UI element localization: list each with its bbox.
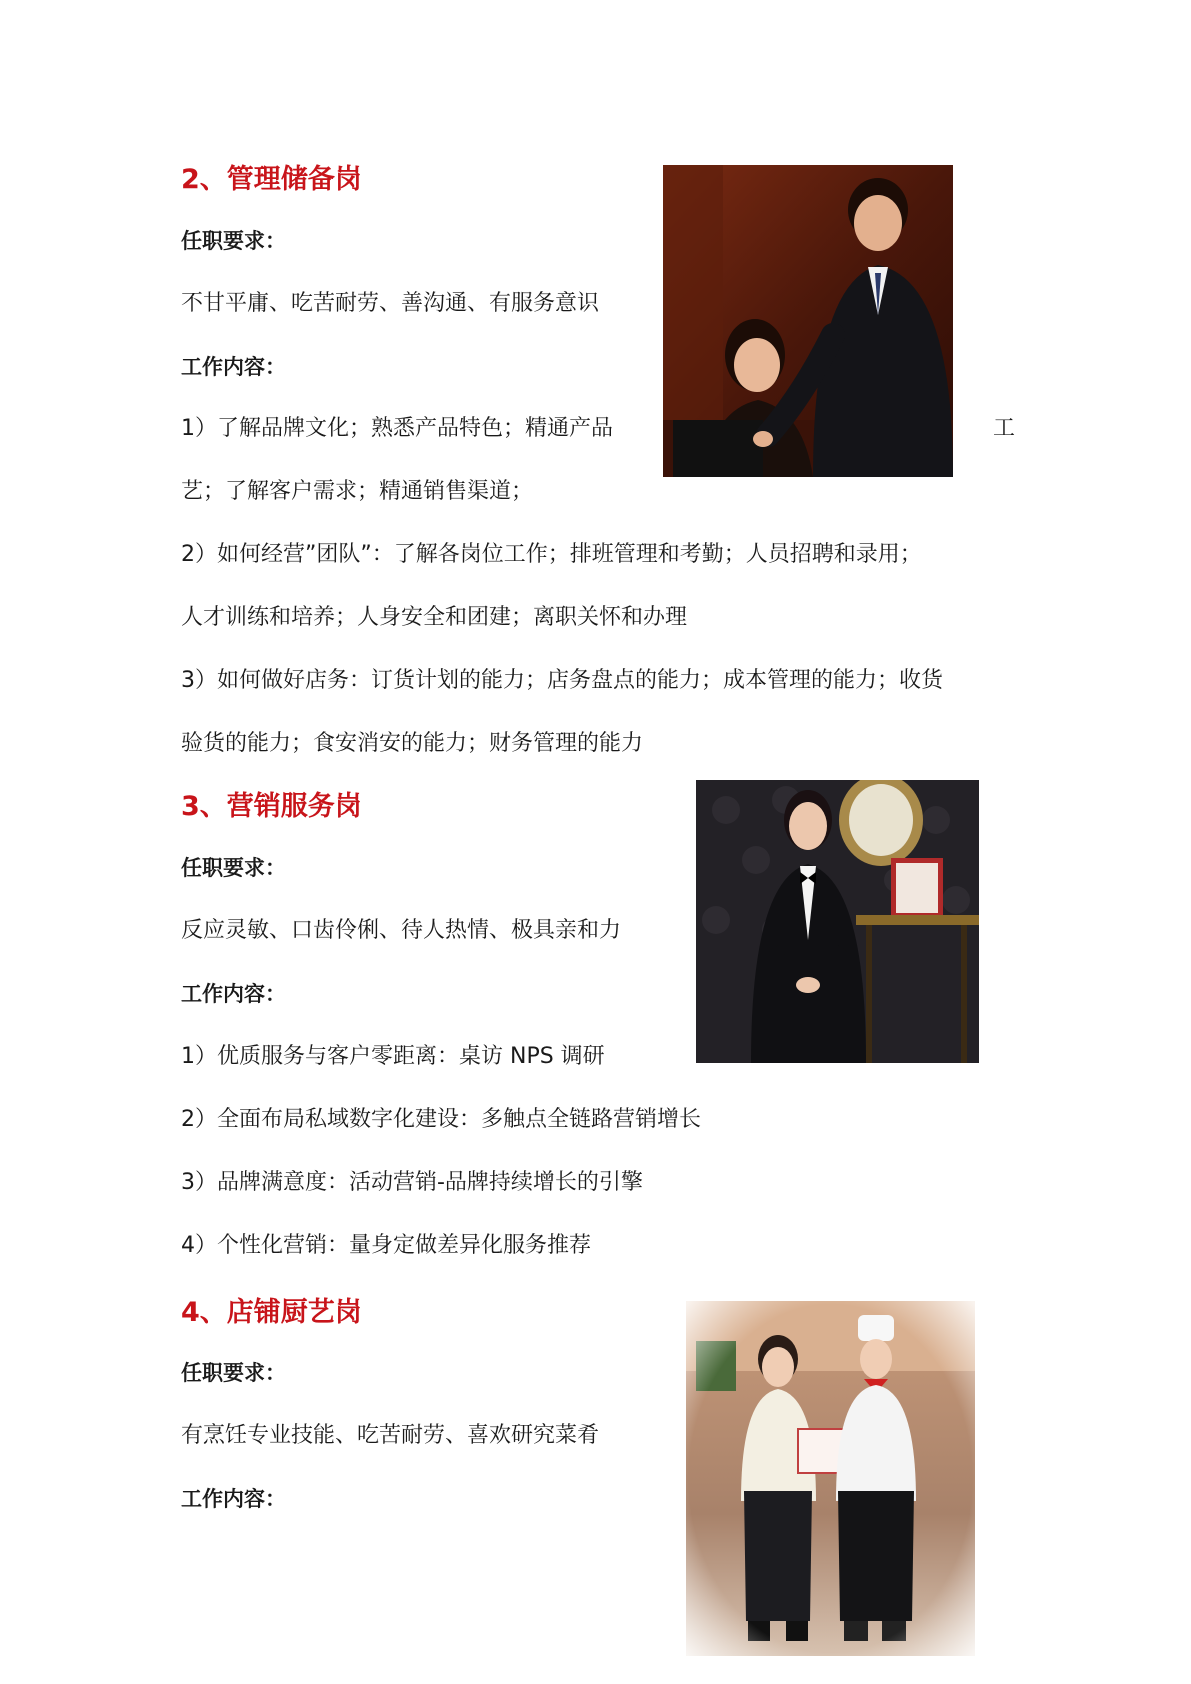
work-item-2: 2）全面布局私域数字化建设：多触点全链路营销增长 xyxy=(181,1107,701,1132)
work-content-label: 工作内容： xyxy=(181,1487,286,1511)
requirements-text: 反应灵敏、口齿伶俐、待人热情、极具亲和力 xyxy=(181,918,622,943)
requirements-text: 有烹饪专业技能、吃苦耐劳、喜欢研究菜肴 xyxy=(181,1423,600,1448)
work-item-1: 1）了解品牌文化；熟悉产品特色；精通产品 xyxy=(181,416,613,441)
work-item-4: 4）个性化营销：量身定做差异化服务推荐 xyxy=(181,1233,591,1258)
requirements-label: 任职要求： xyxy=(181,229,286,253)
work-item-1-line2: 艺；了解客户需求；精通销售渠道； xyxy=(181,479,534,504)
work-content-label: 工作内容： xyxy=(181,982,286,1006)
requirements-label: 任职要求： xyxy=(181,1361,286,1385)
work-content-label: 工作内容： xyxy=(181,355,286,379)
section-heading-management-reserve: 2、管理储备岗 xyxy=(181,164,362,195)
service-staff-photo xyxy=(696,780,979,1063)
kitchen-staff-photo xyxy=(686,1301,975,1656)
section-heading-kitchen: 4、店铺厨艺岗 xyxy=(181,1297,362,1328)
work-item-2: 2）如何经营”团队”：了解各岗位工作；排班管理和考勤；人员招聘和录用； xyxy=(181,542,922,567)
manager-training-photo xyxy=(663,165,953,477)
work-item-2-line2: 人才训练和培养；人身安全和团建；离职关怀和办理 xyxy=(181,605,688,630)
requirements-label: 任职要求： xyxy=(181,856,286,880)
section-heading-marketing-service: 3、营销服务岗 xyxy=(181,791,362,822)
work-item-3-line2: 验货的能力；食安消安的能力；财务管理的能力 xyxy=(181,731,644,756)
requirements-text: 不甘平庸、吃苦耐劳、善沟通、有服务意识 xyxy=(181,291,600,316)
work-item-3: 3）品牌满意度：活动营销-品牌持续增长的引擎 xyxy=(181,1170,643,1195)
work-item-1-continued: 工 xyxy=(993,416,1016,441)
work-item-1: 1）优质服务与客户零距离：桌访 NPS 调研 xyxy=(181,1044,605,1069)
work-item-3: 3）如何做好店务：订货计划的能力；店务盘点的能力；成本管理的能力；收货 xyxy=(181,668,943,693)
